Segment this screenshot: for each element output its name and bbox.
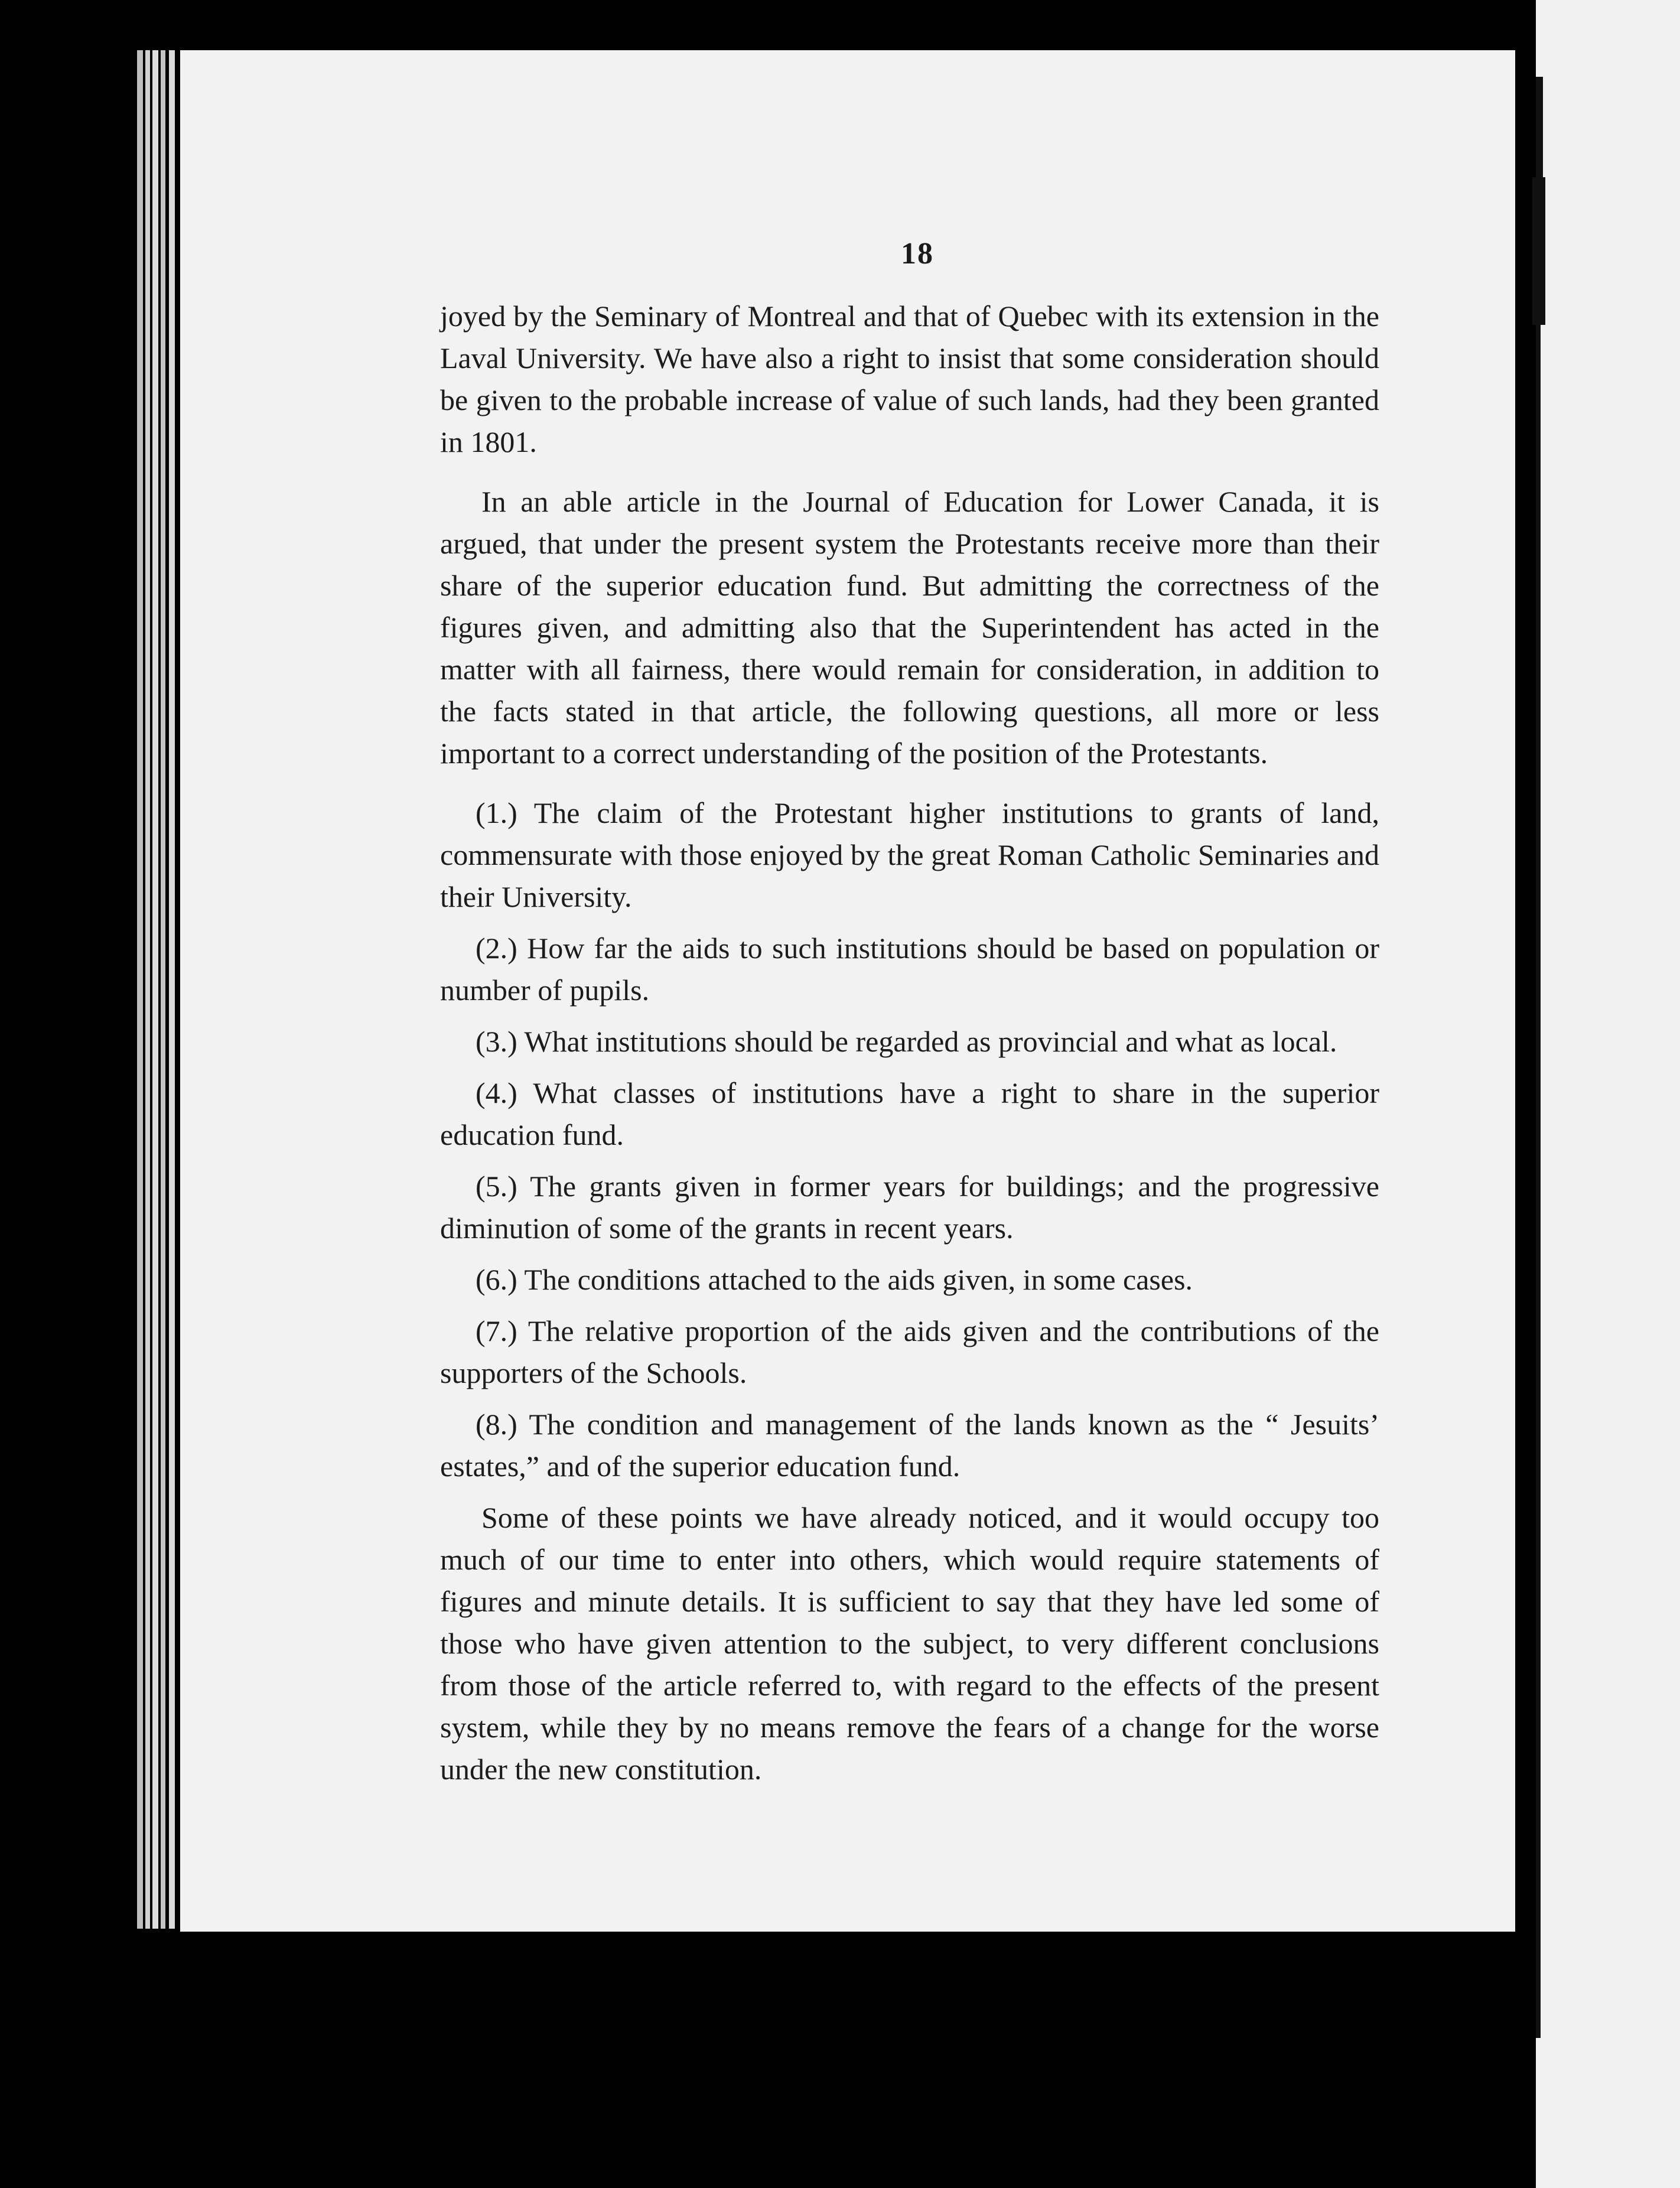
list-item: (4.) What classes of institutions have a right to share in the superior education fund. <box>440 1076 1379 1151</box>
page-edge-shadow <box>1532 177 1545 325</box>
paragraph: Some of these points we have already noticed, and it would occupy too much of our time to enter into others, which would require statements of figures and minute details. It is sufficient to say that they have led some of those who have given attention to the subject, to very different conclusions from those of the article referred to, with regard to the effects of the present system, while they by no means remove the fears of a change for the worse under the new constitution. <box>440 1501 1379 1786</box>
list-item: (1.) The claim of the Protestant higher institutions to grants of land, commensurate with those enjoyed by the great Roman Catholic Seminaries and their University. <box>440 796 1379 913</box>
page-edge <box>152 50 158 1929</box>
list-item: (8.) The condition and management of the lands known as the “ Jesuits’ estates,” and of the superior education fund. <box>440 1408 1379 1483</box>
list-item: (3.) What institutions should be regarded as provincial and what as local. <box>476 1025 1337 1058</box>
page-edge <box>137 50 143 1929</box>
list-item: (2.) How far the aids to such institutions should be based on population or number of pupils. <box>440 932 1379 1007</box>
paragraph: joyed by the Seminary of Montreal and that of Quebec with its extension in the Laval University. We have also a right to insist that some consideration should be given to the probable increase of value of such lands, had they been granted in 1801. <box>440 299 1379 458</box>
page-edge <box>145 50 150 1929</box>
next-page-edge <box>1536 0 1680 2188</box>
paragraph: In an able article in the Journal of Education for Lower Canada, it is argued, that under the present system the Protestants receive more than their share of the superior education fund. But admitting the correctness of the figures given, and admitting also that the Superintendent has acted in the matter with all fairness, there would remain for consideration, in addition to the facts stated in that article, the following questions, all more or less important to a correct understanding of the position of the Protestants. <box>440 485 1379 770</box>
page-edge <box>169 50 175 1929</box>
page-edge-shadow <box>1536 325 1541 2038</box>
page-edge <box>161 50 165 1929</box>
page-number: 18 <box>901 237 934 271</box>
list-item: (6.) The conditions attached to the aids given, in some cases. <box>476 1263 1193 1296</box>
list-item: (5.) The grants given in former years for buildings; and the progressive diminution of some of the grants in recent years. <box>440 1170 1379 1245</box>
page-body <box>440 295 1379 1808</box>
list-item: (7.) The relative proportion of the aids given and the contributions of the supporters of the Schools. <box>440 1314 1379 1389</box>
